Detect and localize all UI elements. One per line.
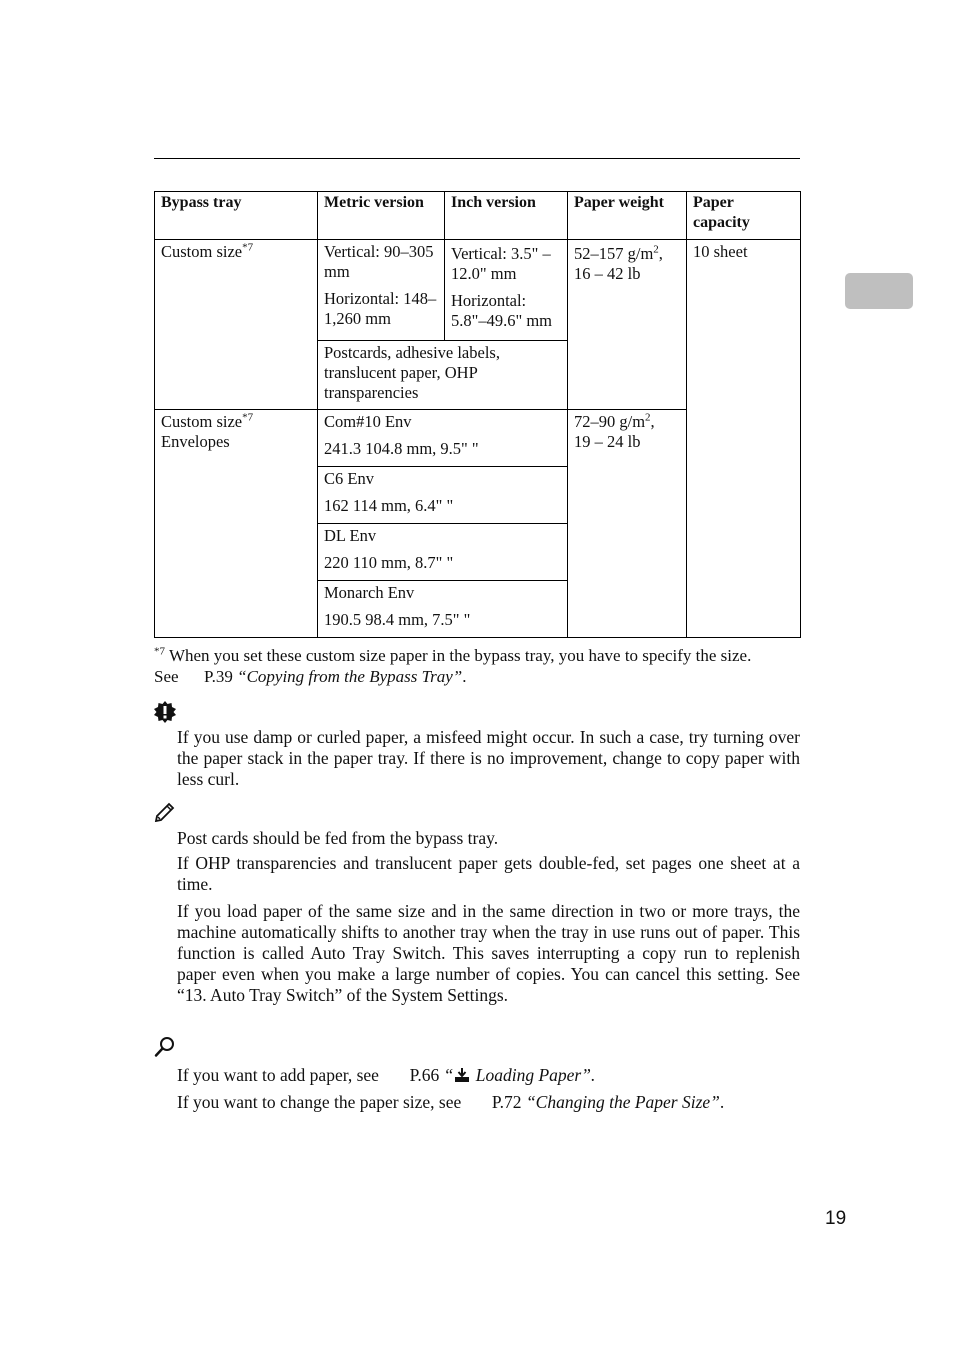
table-header-row	[155, 192, 801, 240]
magnifier-reference-icon	[154, 1036, 176, 1058]
chapter-tab-marker	[845, 273, 913, 309]
paper-weight-2: 72–90 $g/m^2$, 19 – 24 lb	[574, 411, 655, 451]
paper-capacity: 10 sheet	[693, 242, 748, 261]
paper-types: Postcards, adhesive labels, translucent paper, OHP transparencies	[324, 343, 500, 403]
important-text: If you use damp or curled paper, a misfeed might occur. In such a case, try turning over the paper stack in the paper tray. If there is no improvement, change to copy paper with less curl.	[177, 727, 800, 789]
footnote-mark: *7	[154, 645, 165, 658]
inch-horizontal: Horizontal: 5.8"–49.6" mm	[451, 291, 553, 330]
reference-link-paper-size[interactable]: P.72	[491, 1092, 522, 1112]
note-list	[177, 828, 800, 1006]
header-metric-version: Metric version	[318, 192, 445, 240]
envelope-dl: DL Env 220 110 mm, 8.7" "	[324, 526, 454, 572]
metric-vertical: Vertical: 90–305 mm	[324, 242, 434, 281]
custom-size-envelopes-label: Custom size$^{*7}$ Envelopes	[161, 411, 254, 451]
important-icon	[154, 701, 176, 723]
list-item: If you load paper of the same size and in the same direction in two or more trays, the machine automatically shifts to another tray when the tray in use runs out of paper. This function is called Auto Tray Switch. This saves interrupting a copy run to replenish paper even when you make a large number of copies. You can cancel this setting. See “13. Auto Tray Switch” of the System Settings.	[177, 901, 800, 1005]
list-item: If you want to add paper, see P.66 “ Loading Paper”.	[177, 1065, 596, 1085]
envelope-monarch: Monarch Env 190.5 98.4 mm, 7.5" "	[324, 583, 471, 629]
reference-link-loading-paper[interactable]: P.66	[409, 1065, 440, 1085]
header-bypass-tray: Bypass tray	[155, 192, 318, 240]
paper-weight-1: 52–157 $g/m^2$, 16 – 42 lb	[574, 243, 663, 283]
list-item: Post cards should be fed from the bypass tray.	[177, 828, 499, 848]
custom-size-label: Custom size$^{*7}$	[161, 241, 254, 261]
header-paper-weight: Paper weight	[568, 192, 687, 240]
footnote: $^{*7}$ When you set these custom size paper in the bypass tray, you have to specify the size. See P.39 “Copying from the Bypass Tray”.	[154, 645, 752, 686]
page-number: 19	[825, 1208, 847, 1229]
table-row	[155, 240, 801, 341]
header-rule	[154, 158, 800, 159]
footnote-ref-link[interactable]: P.39	[204, 667, 233, 686]
inch-vertical: Vertical: 3.5" – 12.0" mm	[451, 244, 551, 283]
bypass-tray-spec-table	[154, 191, 801, 638]
pencil-note-icon	[154, 802, 176, 822]
tray-load-icon	[453, 1067, 471, 1083]
header-inch-version: Inch version	[445, 192, 568, 240]
list-item: If you want to change the paper size, see P.72 “Changing the Paper Size”.	[177, 1092, 725, 1112]
list-item: If OHP transparencies and translucent paper gets double-fed, set pages one sheet at a time.	[177, 853, 800, 894]
envelope-c6: C6 Env 162 114 mm, 6.4" "	[324, 469, 454, 515]
reference-list	[177, 1065, 800, 1113]
metric-horizontal: Horizontal: 148–1,260 mm	[324, 289, 437, 328]
envelope-com10: Com#10 Env 241.3 104.8 mm, 9.5" "	[324, 412, 479, 458]
header-paper-capacity: Paper capacity	[687, 192, 801, 240]
